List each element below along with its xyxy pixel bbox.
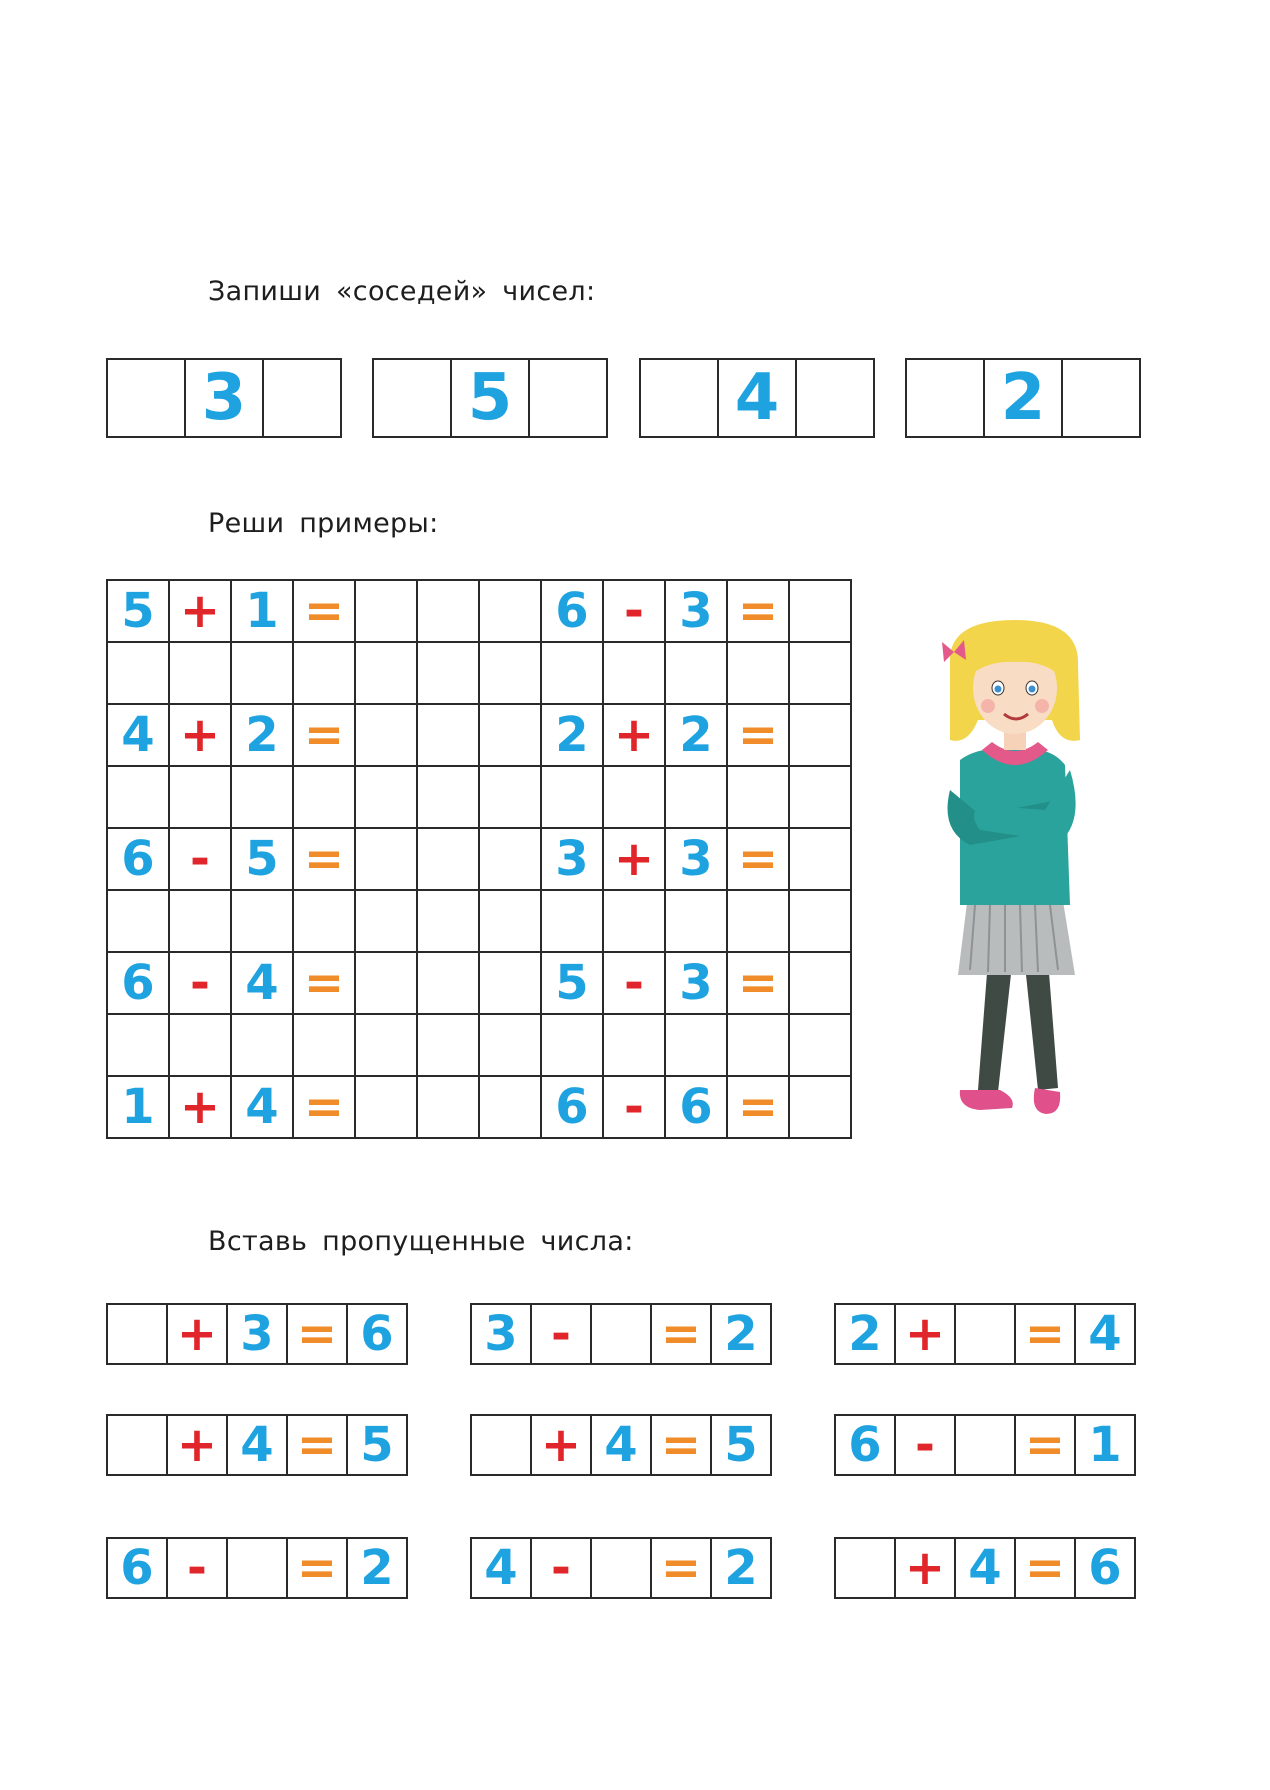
answer-cell[interactable] — [108, 643, 170, 705]
answer-cell[interactable] — [108, 767, 170, 829]
equals-sign: = — [728, 829, 790, 891]
minus-sign: - — [604, 1077, 666, 1139]
equals-sign: = — [294, 581, 356, 643]
answer-cell[interactable] — [418, 953, 480, 1015]
missing-equation — [470, 1414, 772, 1476]
equals-sign: = — [650, 1303, 712, 1365]
number-cell: 5 — [346, 1414, 408, 1476]
answer-cell[interactable] — [790, 829, 852, 891]
number-cell: 6 — [1074, 1537, 1136, 1599]
minus-sign: - — [170, 953, 232, 1015]
answer-cell[interactable] — [418, 581, 480, 643]
number-cell: 4 — [470, 1537, 532, 1599]
answer-cell[interactable] — [418, 1077, 480, 1139]
equals-sign: = — [286, 1414, 348, 1476]
neighbors-box-3 — [639, 358, 875, 438]
equals-sign: = — [286, 1537, 348, 1599]
answer-cell[interactable] — [356, 767, 418, 829]
answer-cell[interactable] — [418, 643, 480, 705]
answer-cell[interactable] — [418, 705, 480, 767]
neighbor-right-input[interactable] — [795, 358, 875, 438]
minus-sign: - — [166, 1537, 228, 1599]
answer-cell[interactable] — [170, 643, 232, 705]
neighbor-right-input[interactable] — [528, 358, 608, 438]
minus-sign: - — [170, 829, 232, 891]
answer-cell[interactable] — [294, 891, 356, 953]
answer-cell[interactable] — [480, 705, 542, 767]
number-cell: 5 — [108, 581, 170, 643]
answer-cell[interactable] — [790, 1015, 852, 1077]
plus-sign: + — [170, 581, 232, 643]
answer-cell[interactable] — [604, 767, 666, 829]
answer-cell[interactable] — [480, 767, 542, 829]
answer-input[interactable] — [590, 1537, 652, 1599]
neighbors-box-1 — [106, 358, 342, 438]
answer-cell[interactable] — [356, 643, 418, 705]
answer-cell[interactable] — [542, 767, 604, 829]
answer-cell[interactable] — [294, 1015, 356, 1077]
answer-cell[interactable] — [418, 891, 480, 953]
missing-equation — [470, 1303, 772, 1365]
plus-sign: + — [166, 1414, 228, 1476]
number-cell: 3 — [666, 953, 728, 1015]
equals-sign: = — [294, 1077, 356, 1139]
number-cell: 2 — [232, 705, 294, 767]
answer-cell[interactable] — [232, 643, 294, 705]
answer-cell[interactable] — [356, 705, 418, 767]
girl-illustration — [920, 620, 1110, 1140]
answer-input[interactable] — [226, 1537, 288, 1599]
minus-sign: - — [530, 1537, 592, 1599]
answer-input[interactable] — [106, 1414, 168, 1476]
answer-cell[interactable] — [480, 829, 542, 891]
number-cell: 6 — [542, 581, 604, 643]
equals-sign: = — [728, 1077, 790, 1139]
number-cell: 4 — [226, 1414, 288, 1476]
equals-sign: = — [650, 1414, 712, 1476]
equals-sign: = — [286, 1303, 348, 1365]
number-cell: 5 — [710, 1414, 772, 1476]
plus-sign: + — [530, 1414, 592, 1476]
number-cell: 2 — [834, 1303, 896, 1365]
answer-cell[interactable] — [480, 891, 542, 953]
answer-cell[interactable] — [728, 1015, 790, 1077]
number-cell: 2 — [666, 705, 728, 767]
number-cell: 2 — [710, 1303, 772, 1365]
neighbor-left-input[interactable] — [106, 358, 186, 438]
number-cell: 4 — [590, 1414, 652, 1476]
minus-sign: - — [604, 581, 666, 643]
answer-cell[interactable] — [170, 767, 232, 829]
missing-equation — [106, 1414, 408, 1476]
missing-equation — [470, 1537, 772, 1599]
answer-cell[interactable] — [542, 1015, 604, 1077]
missing-equation — [834, 1537, 1136, 1599]
equals-sign: = — [294, 705, 356, 767]
number-cell: 3 — [226, 1303, 288, 1365]
answer-cell[interactable] — [356, 1015, 418, 1077]
neighbor-number: 5 — [450, 358, 530, 438]
missing-equation — [106, 1303, 408, 1365]
answer-cell[interactable] — [666, 643, 728, 705]
answer-cell[interactable] — [418, 1015, 480, 1077]
answer-cell[interactable] — [728, 767, 790, 829]
minus-sign: - — [894, 1414, 956, 1476]
number-cell: 6 — [108, 953, 170, 1015]
plus-sign: + — [166, 1303, 228, 1365]
plus-sign: + — [170, 705, 232, 767]
plus-sign: + — [604, 829, 666, 891]
answer-cell[interactable] — [480, 581, 542, 643]
number-cell: 1 — [1074, 1414, 1136, 1476]
equals-sign: = — [728, 705, 790, 767]
answer-cell[interactable] — [666, 891, 728, 953]
neighbor-number: 4 — [717, 358, 797, 438]
answer-cell[interactable] — [790, 767, 852, 829]
number-cell: 3 — [542, 829, 604, 891]
answer-cell[interactable] — [790, 1077, 852, 1139]
number-cell: 6 — [106, 1537, 168, 1599]
answer-cell[interactable] — [728, 643, 790, 705]
answer-cell[interactable] — [542, 643, 604, 705]
number-cell: 5 — [232, 829, 294, 891]
answer-cell[interactable] — [728, 891, 790, 953]
answer-cell[interactable] — [604, 891, 666, 953]
answer-input[interactable] — [834, 1537, 896, 1599]
answer-cell[interactable] — [356, 581, 418, 643]
plus-sign: + — [894, 1537, 956, 1599]
equals-sign: = — [294, 953, 356, 1015]
answer-cell[interactable] — [480, 953, 542, 1015]
answer-cell[interactable] — [170, 1015, 232, 1077]
neighbor-left-input[interactable] — [639, 358, 719, 438]
instruction-neighbors: Запиши «соседей» чисел: — [208, 276, 596, 307]
number-cell: 5 — [542, 953, 604, 1015]
equals-sign: = — [1014, 1303, 1076, 1365]
missing-equation — [834, 1303, 1136, 1365]
answer-cell[interactable] — [294, 643, 356, 705]
answer-cell[interactable] — [294, 767, 356, 829]
answer-cell[interactable] — [356, 1077, 418, 1139]
number-cell: 4 — [954, 1537, 1016, 1599]
missing-equation — [106, 1537, 408, 1599]
neighbor-left-input[interactable] — [905, 358, 985, 438]
answer-cell[interactable] — [666, 767, 728, 829]
number-cell: 1 — [108, 1077, 170, 1139]
plus-sign: + — [604, 705, 666, 767]
neighbor-right-input[interactable] — [262, 358, 342, 438]
neighbor-number: 3 — [184, 358, 264, 438]
answer-cell[interactable] — [232, 891, 294, 953]
answer-cell[interactable] — [170, 891, 232, 953]
neighbors-box-4 — [905, 358, 1141, 438]
answer-cell[interactable] — [790, 953, 852, 1015]
answer-cell[interactable] — [356, 953, 418, 1015]
answer-cell[interactable] — [604, 643, 666, 705]
answer-cell[interactable] — [666, 1015, 728, 1077]
number-cell: 3 — [470, 1303, 532, 1365]
plus-sign: + — [170, 1077, 232, 1139]
answer-cell[interactable] — [232, 1015, 294, 1077]
neighbor-number: 2 — [983, 358, 1063, 438]
equals-sign: = — [728, 581, 790, 643]
answer-cell[interactable] — [542, 891, 604, 953]
number-cell: 6 — [108, 829, 170, 891]
number-cell: 4 — [232, 953, 294, 1015]
answer-input[interactable] — [470, 1414, 532, 1476]
number-cell: 4 — [1074, 1303, 1136, 1365]
answer-cell[interactable] — [480, 643, 542, 705]
answer-cell[interactable] — [790, 581, 852, 643]
answer-cell[interactable] — [604, 1015, 666, 1077]
number-cell: 3 — [666, 581, 728, 643]
answer-input[interactable] — [954, 1303, 1016, 1365]
answer-cell[interactable] — [356, 829, 418, 891]
answer-cell[interactable] — [232, 767, 294, 829]
number-cell: 4 — [232, 1077, 294, 1139]
neighbor-right-input[interactable] — [1061, 358, 1141, 438]
answer-input[interactable] — [590, 1303, 652, 1365]
number-cell: 6 — [834, 1414, 896, 1476]
number-cell: 3 — [666, 829, 728, 891]
number-cell: 4 — [108, 705, 170, 767]
answer-input[interactable] — [954, 1414, 1016, 1476]
instruction-solve: Реши примеры: — [208, 508, 439, 539]
examples-grid — [106, 579, 852, 1139]
minus-sign: - — [604, 953, 666, 1015]
answer-cell[interactable] — [790, 643, 852, 705]
answer-cell[interactable] — [108, 1015, 170, 1077]
equals-sign: = — [650, 1537, 712, 1599]
answer-cell[interactable] — [108, 891, 170, 953]
neighbors-box-2 — [372, 358, 608, 438]
answer-cell[interactable] — [790, 705, 852, 767]
number-cell: 2 — [346, 1537, 408, 1599]
minus-sign: - — [530, 1303, 592, 1365]
missing-equation — [834, 1414, 1136, 1476]
answer-cell[interactable] — [480, 1077, 542, 1139]
equals-sign: = — [1014, 1414, 1076, 1476]
number-cell: 6 — [666, 1077, 728, 1139]
equals-sign: = — [294, 829, 356, 891]
equals-sign: = — [1014, 1537, 1076, 1599]
plus-sign: + — [894, 1303, 956, 1365]
number-cell: 1 — [232, 581, 294, 643]
equals-sign: = — [728, 953, 790, 1015]
neighbor-left-input[interactable] — [372, 358, 452, 438]
answer-cell[interactable] — [356, 891, 418, 953]
answer-cell[interactable] — [480, 1015, 542, 1077]
answer-cell[interactable] — [418, 829, 480, 891]
number-cell: 2 — [710, 1537, 772, 1599]
answer-input[interactable] — [106, 1303, 168, 1365]
answer-cell[interactable] — [790, 891, 852, 953]
answer-cell[interactable] — [418, 767, 480, 829]
number-cell: 6 — [346, 1303, 408, 1365]
number-cell: 2 — [542, 705, 604, 767]
number-cell: 6 — [542, 1077, 604, 1139]
instruction-missing: Вставь пропущенные числа: — [208, 1226, 634, 1257]
